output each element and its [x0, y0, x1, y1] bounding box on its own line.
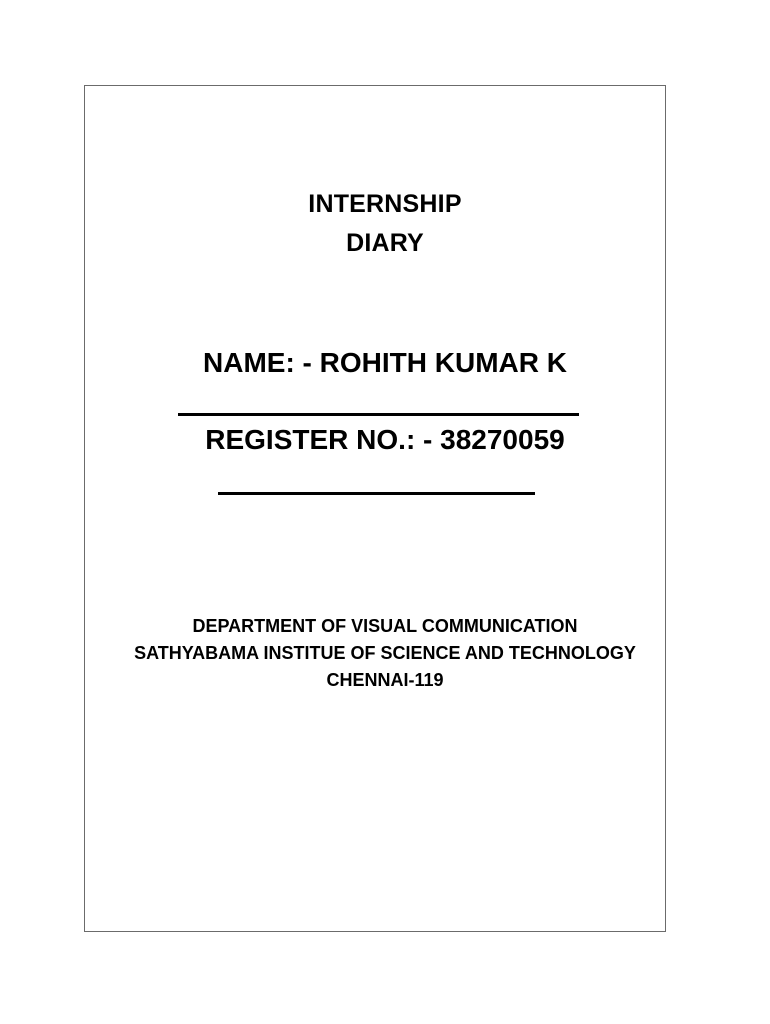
city-line: CHENNAI-119	[326, 670, 444, 690]
institute-line: SATHYABAMA INSTITUE OF SCIENCE AND TECHNOLOGY	[134, 643, 636, 663]
register-underline	[218, 492, 535, 495]
title-line-1: INTERNSHIP	[308, 190, 462, 218]
department-line: DEPARTMENT OF VISUAL COMMUNICATION	[192, 616, 578, 636]
title-line-2: DIARY	[346, 229, 424, 257]
register-line: REGISTER NO.: - 38270059	[205, 424, 565, 455]
name-line: NAME: - ROHITH KUMAR K	[203, 347, 567, 378]
name-underline	[178, 413, 579, 416]
